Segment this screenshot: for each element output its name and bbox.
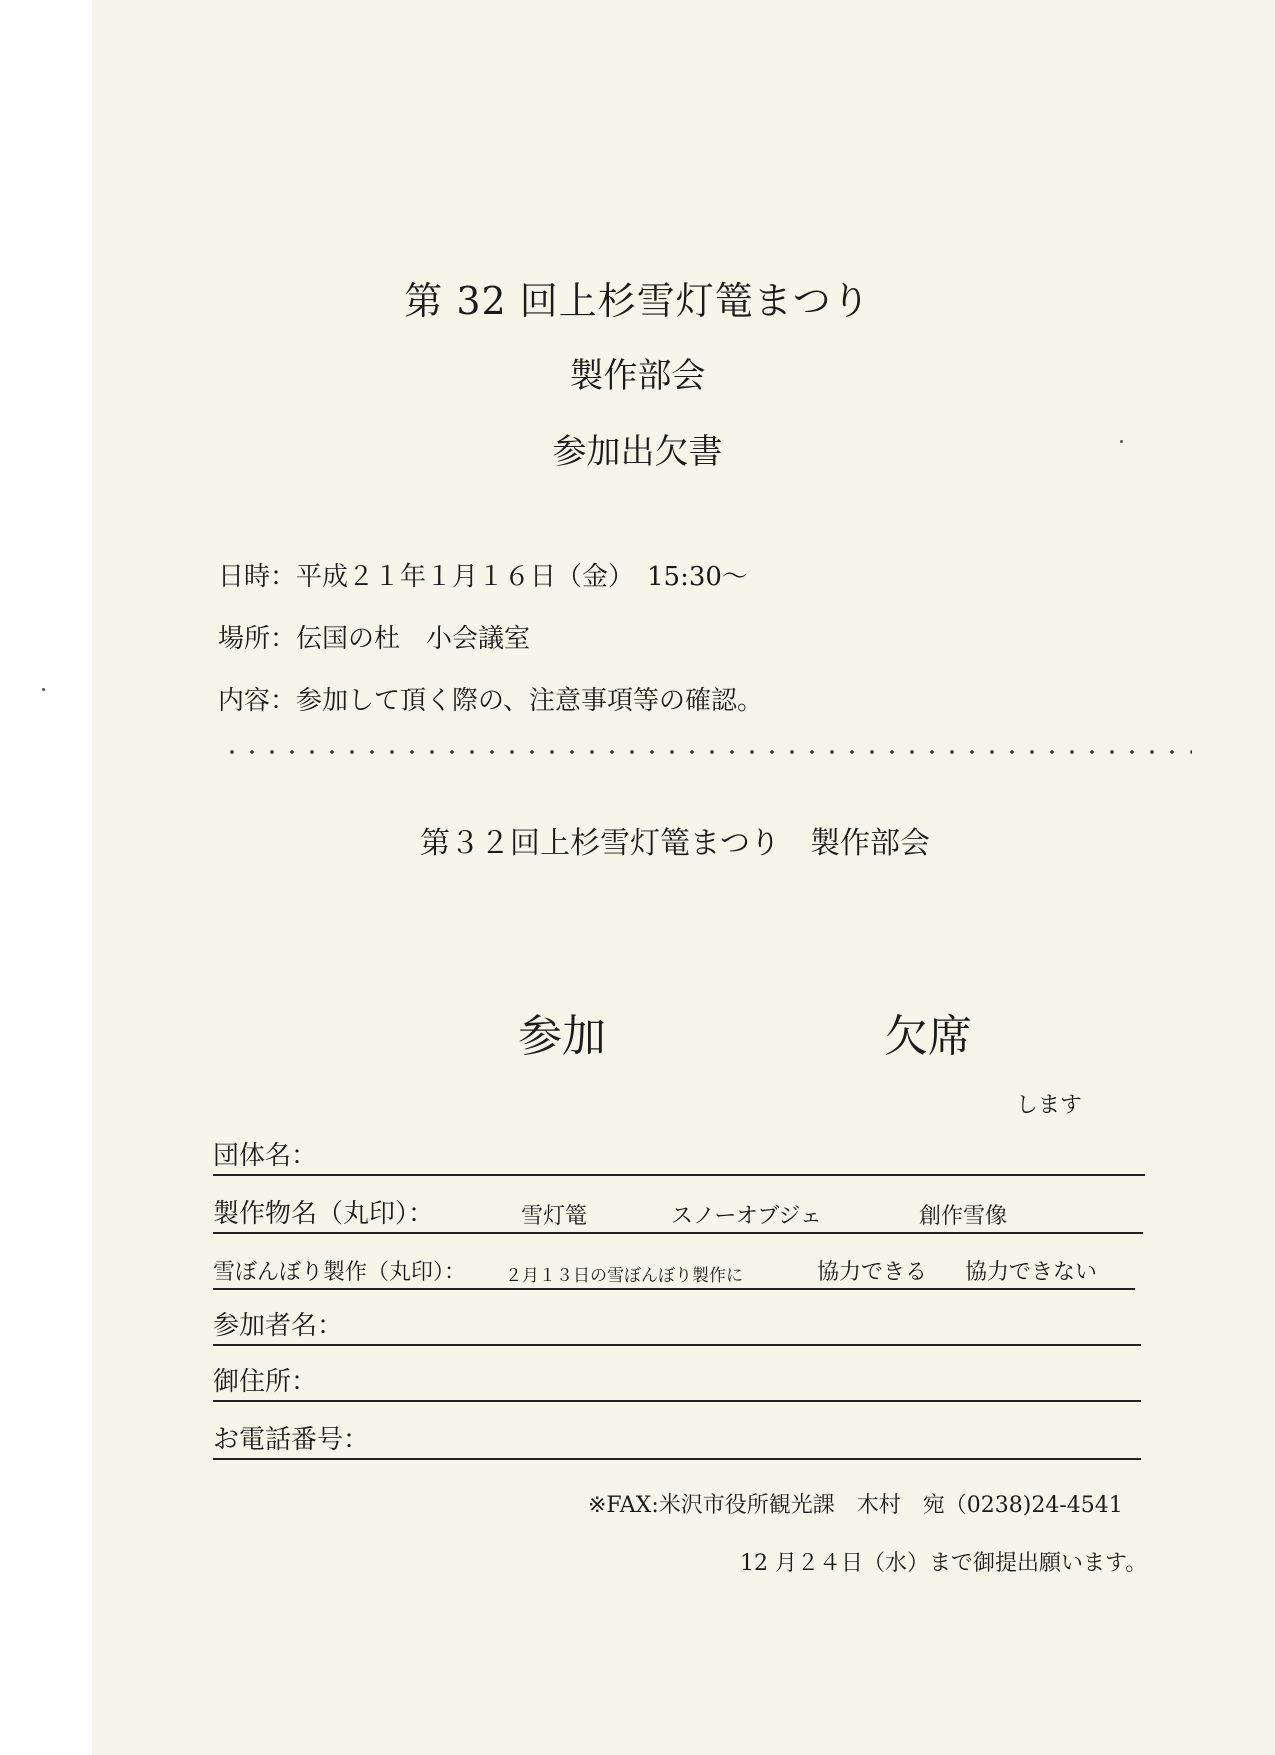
submission-deadline: 12 月２４日（水）まで御提出願います。 [740,1551,1148,1576]
address-field [213,1360,1141,1402]
info-place: 場所：伝国の杜 小会議室 [218,624,531,654]
product-label: 製作物名（丸印）： [213,1199,435,1229]
info-content: 内容：参加して頂く際の、注意事項等の確認。 [218,686,763,716]
attendance-suffix: します [1016,1093,1083,1118]
participant-name-label: 参加者名： [213,1311,344,1341]
bonbori-label: 雪ぼんぼり製作（丸印）： [213,1260,467,1285]
address-label: 御住所： [213,1367,318,1397]
phone-label: お電話番号： [213,1425,370,1455]
product-option-lantern: 雪灯篭 [521,1204,588,1229]
bonbori-field [213,1248,1135,1290]
group-name-field [213,1134,1145,1176]
attend-option: 参加 [518,1011,606,1062]
phone-field [213,1418,1141,1460]
product-field [213,1192,1143,1234]
dotted-cut-line [222,748,1192,756]
document-subtitle: 製作部会 [569,356,706,396]
document-title: 第 32 回上杉雪灯篭まつり [404,279,871,323]
participant-name-field [213,1304,1141,1346]
section-title: 第３２回上杉雪灯篭まつり 製作部会 [420,826,930,861]
document-form-title: 参加出欠書 [552,432,723,472]
group-name-label: 団体名： [213,1141,318,1171]
bonbori-option-can: 協力できる [817,1260,928,1285]
product-option-snow-statue: 創作雪像 [919,1204,1008,1229]
fax-contact: ※FAX:米沢市役所観光課 木村 宛（0238)24-4541 [588,1493,1123,1518]
bonbori-note: ２月１３日の雪ぼんぼり製作に [505,1266,743,1286]
bonbori-option-cannot: 協力できない [965,1260,1098,1285]
absent-option: 欠席 [884,1011,972,1062]
product-option-snow-object: スノーオブジェ [671,1204,822,1229]
scan-speck [42,688,45,691]
info-datetime: 日時：平成２１年１月１６日（金） 15:30～ [218,562,748,592]
